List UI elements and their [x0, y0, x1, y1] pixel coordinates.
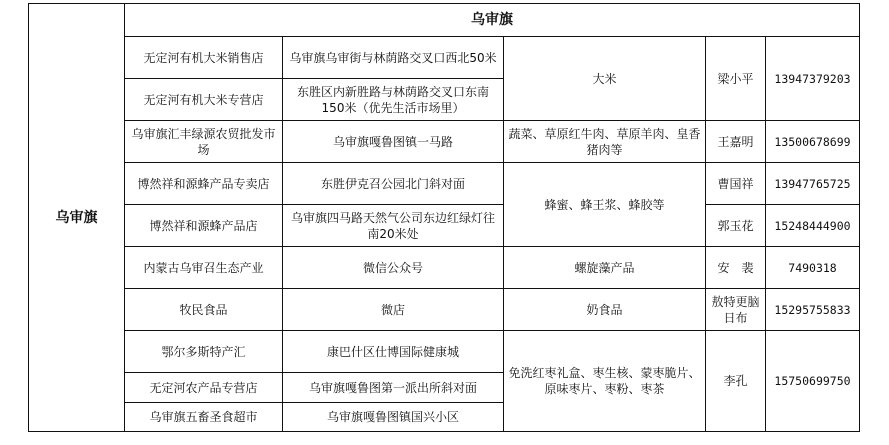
- store-name: 无定河农产品专营店: [125, 373, 283, 403]
- store-address: 东胜区内新胜路与林荫路交叉口东南150米（优先生活市场里）: [283, 79, 504, 121]
- store-address: 乌审旗嘎鲁图第一派出所斜对面: [283, 373, 504, 403]
- product: 奶食品: [504, 289, 706, 331]
- store-name: 内蒙古乌审召生态产业: [125, 247, 283, 289]
- phone: 15248444900: [766, 205, 860, 247]
- table-header: 乌审旗: [125, 4, 860, 37]
- table-row: [29, 331, 860, 373]
- store-address: 乌审旗四马路天然气公司东边红绿灯往南20米处: [283, 205, 504, 247]
- store-address: 微信公众号: [283, 247, 504, 289]
- store-name: 牧民食品: [125, 289, 283, 331]
- table-row: [29, 163, 860, 205]
- product: 蔬菜、草原红牛肉、草原羊肉、皇香猪肉等: [504, 121, 706, 163]
- table-row: [29, 247, 860, 289]
- store-name: 博然祥和源蜂产品店: [125, 205, 283, 247]
- product: 免洗红枣礼盒、枣生核、蒙枣脆片、原味枣片、枣粉、枣茶: [504, 331, 706, 432]
- store-name: 鄂尔多斯特产汇: [125, 331, 283, 373]
- phone: 15295755833: [766, 289, 860, 331]
- store-name: 无定河有机大米专营店: [125, 79, 283, 121]
- table-row: [29, 37, 860, 79]
- phone: 13947379203: [766, 37, 860, 121]
- store-address: 微店: [283, 289, 504, 331]
- contact: 曹国祥: [706, 163, 766, 205]
- contact: 李孔: [706, 331, 766, 432]
- phone: 13500678699: [766, 121, 860, 163]
- store-name: 乌审旗五畜圣食超市: [125, 403, 283, 432]
- store-address: 乌审旗乌审街与林荫路交叉口西北50米: [283, 37, 504, 79]
- region-cell: 乌审旗: [29, 4, 125, 432]
- product: 蜂蜜、蜂王浆、蜂胶等: [504, 163, 706, 247]
- store-name: 无定河有机大米销售店: [125, 37, 283, 79]
- store-address: 乌审旗嘎鲁图镇国兴小区: [283, 403, 504, 432]
- store-address: 东胜伊克召公园北门斜对面: [283, 163, 504, 205]
- store-address: 康巴什区仕博国际健康城: [283, 331, 504, 373]
- contact: 敖特更脑日布: [706, 289, 766, 331]
- contact: 王嘉明: [706, 121, 766, 163]
- contact: 郭玉花: [706, 205, 766, 247]
- store-name: 博然祥和源蜂产品专卖店: [125, 163, 283, 205]
- table-row: [29, 205, 860, 247]
- store-table: [28, 3, 860, 432]
- product: 螺旋藻产品: [504, 247, 706, 289]
- phone: 13947765725: [766, 163, 860, 205]
- table-row: [29, 289, 860, 331]
- phone: 15750699750: [766, 331, 860, 432]
- contact: 安 裴: [706, 247, 766, 289]
- contact: 梁小平: [706, 37, 766, 121]
- table-row: [29, 121, 860, 163]
- store-address: 乌审旗嘎鲁图镇一马路: [283, 121, 504, 163]
- phone: 7490318: [766, 247, 860, 289]
- store-name: 乌审旗汇丰绿源农贸批发市场: [125, 121, 283, 163]
- product: 大米: [504, 37, 706, 121]
